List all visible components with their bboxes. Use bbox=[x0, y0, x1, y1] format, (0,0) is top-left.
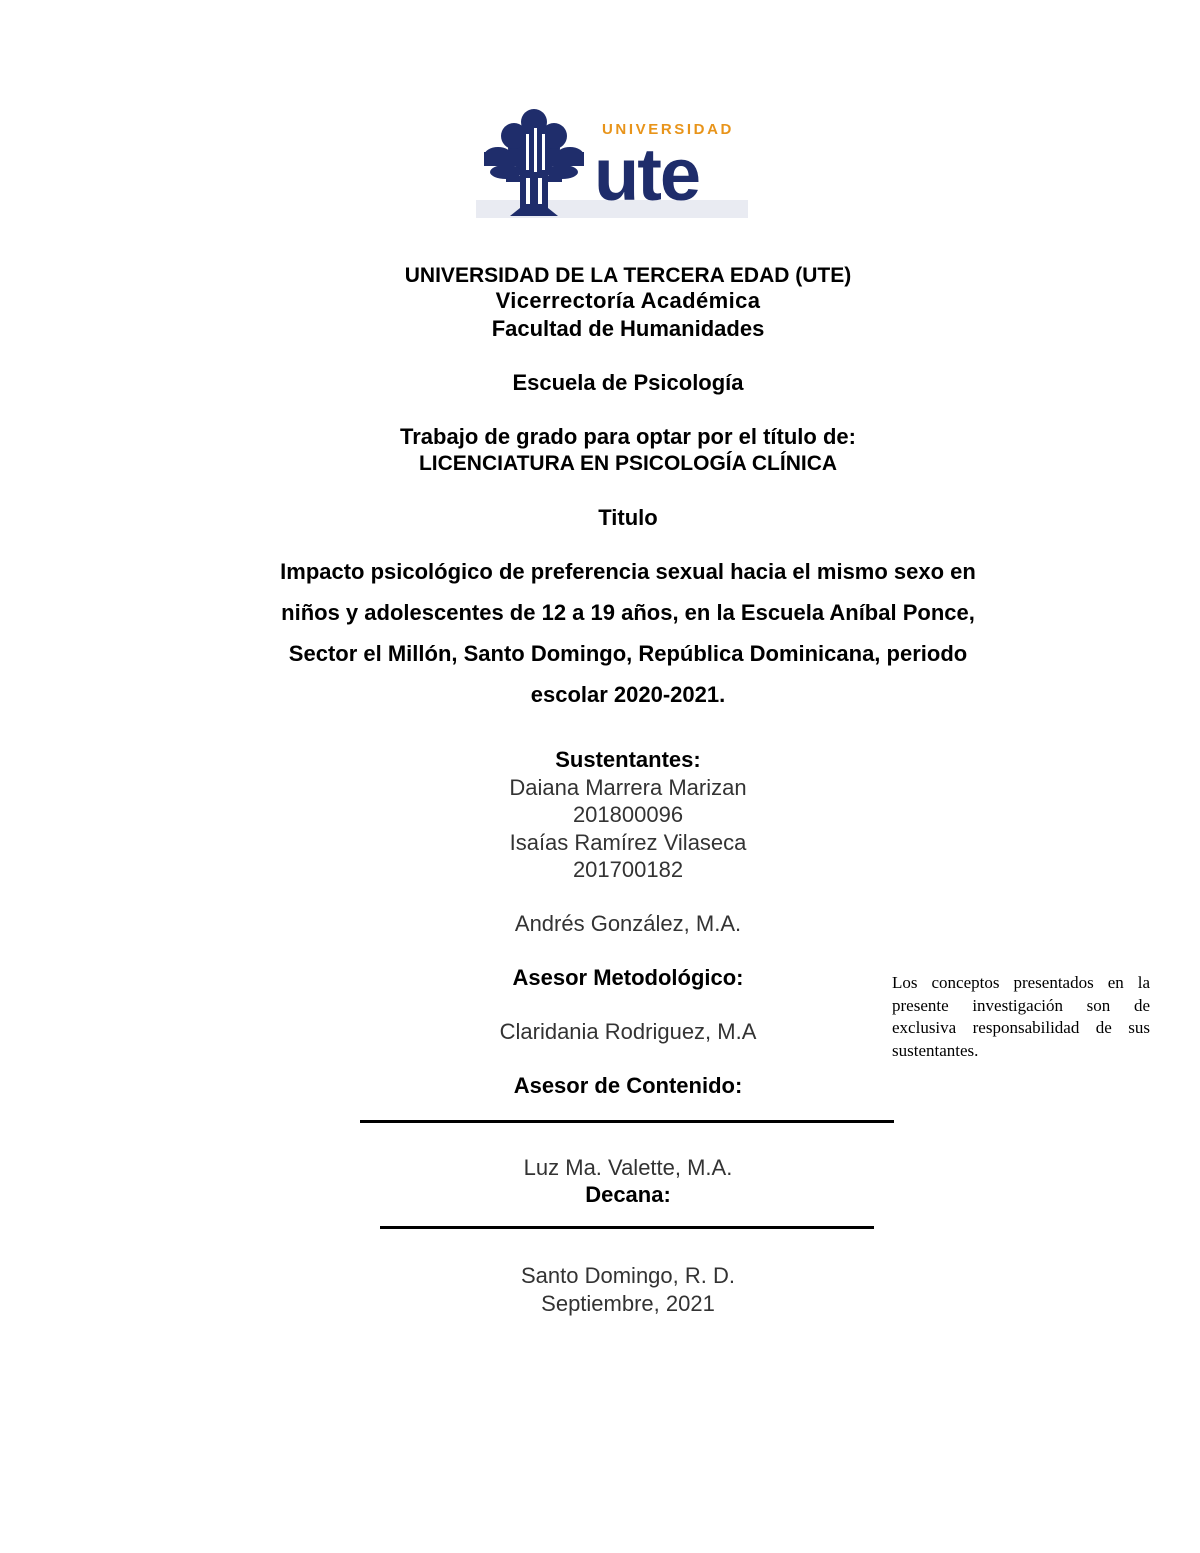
svg-text:UNIVERSIDAD: UNIVERSIDAD bbox=[602, 121, 734, 138]
dean-label: Decana: bbox=[585, 1182, 671, 1207]
escuela: Escuela de Psicología bbox=[512, 370, 744, 395]
student-name: Daiana Marrera Marizan bbox=[509, 775, 747, 800]
svg-text:ute: ute bbox=[594, 133, 699, 216]
advisor-role-label: Asesor de Contenido: bbox=[513, 1073, 743, 1098]
place: Santo Domingo, R. D. bbox=[521, 1263, 735, 1288]
university-name: UNIVERSIDAD DE LA TERCERA EDAD (UTE) bbox=[404, 264, 852, 287]
thesis-title-line: Sector el Millón, Santo Domingo, República Dominicana, periodo bbox=[288, 641, 968, 666]
sustentantes-label: Sustentantes: bbox=[555, 747, 701, 772]
ute-tree-logo-icon bbox=[476, 104, 752, 222]
advisor-name: Claridania Rodriguez, M.A bbox=[499, 1019, 757, 1044]
advisor-name: Andrés González, M.A. bbox=[514, 911, 742, 936]
disclaimer-note: Los conceptos presentados en la presente investigación son de exclusiva responsabilidad de sus sustentantes. bbox=[892, 973, 1150, 1060]
degree-intro: Trabajo de grado para optar por el título de: bbox=[400, 424, 856, 449]
university-logo bbox=[476, 104, 752, 222]
dean-name: Luz Ma. Valette, M.A. bbox=[523, 1155, 733, 1180]
facultad: Facultad de Humanidades bbox=[491, 316, 765, 341]
degree-title: LICENCIATURA EN PSICOLOGÍA CLÍNICA bbox=[418, 452, 838, 475]
advisor-role-label: Asesor Metodológico: bbox=[512, 965, 744, 990]
student-id: 201800096 bbox=[572, 802, 684, 827]
thesis-title-line: Impacto psicológico de preferencia sexual hacia el mismo sexo en bbox=[280, 559, 976, 584]
student-name: Isaías Ramírez Vilaseca bbox=[509, 830, 747, 855]
thesis-title bbox=[200, 551, 1056, 715]
title-label: Titulo bbox=[598, 505, 658, 530]
thesis-title-line: escolar 2020-2021. bbox=[530, 682, 726, 707]
date: Septiembre, 2021 bbox=[541, 1291, 715, 1316]
thesis-title-line: niños y adolescentes de 12 a 19 años, en la Escuela Aníbal Ponce, bbox=[281, 600, 975, 625]
signature-line bbox=[380, 1226, 874, 1229]
vicerrectoria: Vicerrectoría Académica bbox=[495, 288, 761, 313]
signature-line bbox=[360, 1120, 894, 1123]
student-id: 201700182 bbox=[572, 857, 684, 882]
